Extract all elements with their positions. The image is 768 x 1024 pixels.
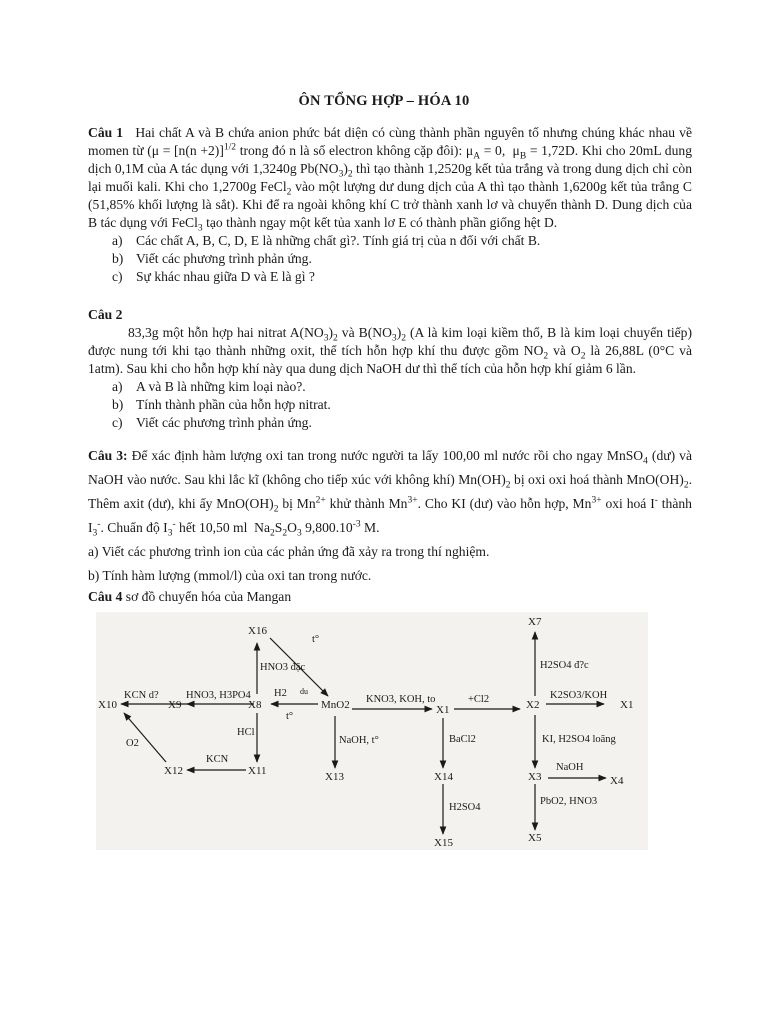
question-1-body: [88, 124, 692, 232]
question-2-item-b: b) Tính thành phần của hỗn hợp nitrat.: [112, 397, 331, 412]
node-x5: X5: [528, 832, 542, 844]
label-hno3-dac: HNO3 đặc: [260, 662, 306, 673]
question-1-item-b: b) Viết các phương trình phản ứng.: [112, 251, 312, 266]
question-2-item-a: a) A và B là những kim loại nào?.: [112, 379, 306, 394]
node-x13: X13: [325, 771, 344, 783]
label-cl2: +Cl2: [468, 694, 490, 705]
question-3-label: Câu 3:: [88, 448, 128, 463]
node-x1: X1: [436, 704, 450, 716]
label-kcn: KCN: [206, 754, 229, 765]
label-h2so4-dac: H2SO4 đ?c: [540, 660, 589, 671]
label-pbo2-hno3: PbO2, HNO3: [540, 796, 598, 807]
question-1-item-c: c) Sự khác nhau giữa D và E là gì ?: [112, 269, 315, 284]
label-kcn-d: KCN d?: [124, 690, 159, 701]
question-1: [88, 124, 692, 286]
question-2-text: 83,3g một hỗn hợp hai nitrat $A(NO_3)_2$ và $B(NO_3)_2$ (A là kim loại kiềm thổ, B là kim loại chuyển tiếp) được nung tới khi tạo thành những oxit, thể tích hỗn hợp khí thu được gồm $NO_2$ và $O_2$ là 26,88L (0°C và 1atm). Sau khi cho hỗn hợp khí này qua dung dịch NaOH dư thì thể tích của hỗn hợp khí giảm 6 lần.: [88, 325, 692, 376]
question-4: [88, 588, 692, 606]
page-title: ÔN TỔNG HỢP – HÓA 10: [298, 93, 470, 109]
question-3-item-a: a) Viết các phương trình ion của các phản ứng đã xảy ra trong thí nghiệm.: [88, 544, 490, 559]
question-4-label: Câu 4: [88, 589, 123, 604]
label-ki-h2so4: KI, H2SO4 loãng: [542, 734, 616, 745]
label-h2: H2: [274, 688, 287, 699]
label-o2: O2: [126, 738, 139, 749]
manganese-conversion-diagram: [96, 612, 648, 850]
diagram-svg: [96, 612, 648, 850]
question-1-text: Hai chất A và B chứa anion phức bát diện có cùng thành phần nguyên tố nhưng chúng khác nhau về momen từ ($\mu = [n(n +2)]^{1/2}$ trong đó n là số electron không cặp đôi): $\mu_A = 0$, $\mu_B = 1,72D$. Khi cho 20mL dung dịch 0,1M của A tác dụng với 1,3240g $Pb(NO_3)_2$ thì tạo thành 1,2520g kết tủa trắng và trong dung dịch chỉ còn lại muối kali. Khi cho 1,2700g FeCl$_2$ vào một lượng dư dung dịch của A thì tạo thành 1,6200g kết tủa trắng C (51,85% khối lượng là sắt). Khi để ra ngoài không khí C trở thành xanh lơ và chuyển thành D. Dung dịch của B tác dụng với FeCl$_3$ tạo thành ngay một kết tủa xanh lơ E có thành phần giống hệt D.: [88, 125, 692, 234]
label-bacl2: BaCl2: [449, 734, 476, 745]
node-x8: X8: [248, 699, 262, 711]
node-x16: X16: [248, 625, 267, 637]
node-x15: X15: [434, 837, 453, 849]
label-du: du: [300, 687, 308, 696]
question-4-text: sơ đồ chuyển hóa của Mangan: [125, 589, 292, 604]
question-3-item-b: b) Tính hàm lượng (mmol/l) của oxi tan trong nước.: [88, 568, 372, 583]
question-1-item-a: a) Các chất A, B, C, D, E là những chất gì?. Tính giá trị của n đối với chất B.: [112, 233, 541, 248]
question-3-body: [88, 444, 692, 540]
node-x10: X10: [98, 699, 117, 711]
question-1-label: Câu 1: [88, 125, 124, 140]
node-mno2: MnO2: [321, 699, 350, 711]
node-x12: X12: [164, 765, 183, 777]
node-x14: X14: [434, 771, 453, 783]
node-x7: X7: [528, 616, 542, 628]
node-x4: X4: [610, 775, 624, 787]
node-x2: X2: [526, 699, 540, 711]
label-naoh: NaOH: [556, 762, 584, 773]
question-2-label: Câu 2: [88, 307, 123, 322]
node-x11: X11: [248, 765, 267, 777]
question-3: [88, 444, 692, 588]
question-2-item-c: c) Viết các phương trình phản ứng.: [112, 415, 312, 430]
label-hno3-h3po4: HNO3, H3PO4: [186, 690, 251, 701]
node-x9: X9: [168, 699, 182, 711]
label-kno3-koh: KNO3, KOH, to: [366, 694, 436, 705]
question-2: [88, 306, 692, 432]
label-t-top: t°: [312, 634, 320, 645]
label-naoh-t: NaOH, t°: [339, 735, 379, 746]
label-t-mid: t°: [286, 711, 294, 722]
label-k2so3-koh: K2SO3/KOH: [550, 690, 608, 701]
node-x1-right: X1: [620, 699, 634, 711]
label-h2so4: H2SO4: [449, 802, 481, 813]
question-3-text: Để xác định hàm lượng oxi tan trong nước người ta lấy 100,00 ml nước rồi cho ngay MnSO$_4$ (dư) và NaOH vào nước. Sau khi lắc kĩ (không cho tiếp xúc với không khí) $Mn(OH)_2$ bị oxi oxi hoá thành $MnO(OH)_2$. Thêm axit (dư), khi ấy $MnO(OH)_2$ bị $Mn^{2+}$ khử thành $Mn^{3+}$. Cho KI (dư) vào hỗn hợp, $Mn^{3+}$ oxi hoá I- thành $I_3^-$. Chuẩn độ $I_3^-$ hết 10,50 ml $Na_2S_2O_3$ $9,800.10^{-3}$ M.: [88, 448, 692, 539]
node-x3: X3: [528, 771, 542, 783]
label-hcl: HCl: [237, 727, 255, 738]
